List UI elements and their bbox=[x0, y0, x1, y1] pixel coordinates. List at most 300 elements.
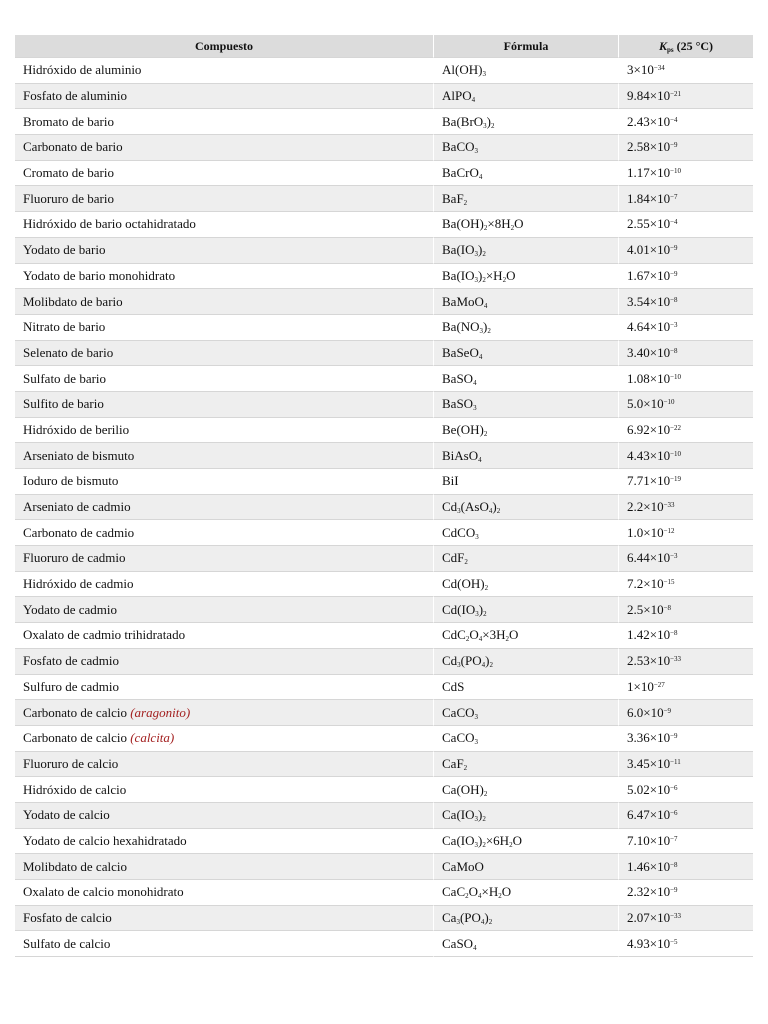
ksp-cell: $6.47\times 10^{-6}$ bbox=[618, 803, 753, 829]
table-row bbox=[15, 469, 753, 495]
table-row bbox=[15, 392, 753, 418]
ksp-cell: $1.0\times 10^{-12}$ bbox=[618, 520, 753, 546]
table-row bbox=[15, 212, 753, 238]
formula-text: CdF bbox=[442, 550, 465, 566]
formula-cell bbox=[433, 418, 618, 444]
formula-text: ) bbox=[485, 653, 490, 669]
header-formula: Fórmula bbox=[433, 35, 618, 58]
formula-subscript: 2 bbox=[463, 763, 468, 772]
ksp-exponent: −27 bbox=[653, 680, 665, 689]
table-row bbox=[15, 84, 753, 110]
ksp-mantissa: 6.44 bbox=[627, 550, 650, 566]
formula-subscript: 4 bbox=[481, 661, 486, 670]
formula-cell bbox=[433, 366, 618, 392]
formula-subscript: 3 bbox=[475, 532, 479, 541]
compound-name: Sulfato de calcio bbox=[23, 935, 111, 951]
ksp-mantissa: 7.10 bbox=[627, 832, 650, 848]
compound-name: Yodato de bario bbox=[23, 242, 106, 258]
formula-text: ) bbox=[478, 601, 484, 617]
formula-subscript: 3 bbox=[483, 121, 487, 130]
compound-cell bbox=[15, 495, 433, 521]
formula-text: CaC bbox=[442, 884, 466, 900]
ksp-cell: $4.43\times 10^{-10}$ bbox=[618, 443, 753, 469]
formula-cell bbox=[433, 161, 618, 187]
formula-text: ) bbox=[478, 267, 483, 283]
table-row bbox=[15, 854, 753, 880]
formula-text: Al(OH) bbox=[442, 62, 483, 78]
compound-cell bbox=[15, 752, 433, 778]
ksp-exponent: −12 bbox=[663, 526, 675, 535]
formula-subscript: 3 bbox=[482, 70, 486, 79]
ksp-exponent: −8 bbox=[663, 603, 672, 612]
ksp-cell: $1.67\times 10^{-9}$ bbox=[618, 264, 753, 290]
formula-subscript: 4 bbox=[478, 352, 483, 361]
formula-subscript: 3 bbox=[474, 815, 478, 824]
ksp-exponent: −9 bbox=[663, 706, 672, 715]
formula-text: ) bbox=[478, 807, 483, 823]
ksp-cell: $2.43\times 10^{-4}$ bbox=[618, 109, 753, 135]
ksp-exponent: −8 bbox=[670, 295, 678, 304]
table-row bbox=[15, 289, 753, 315]
formula-text: ×8H bbox=[487, 216, 511, 232]
compound-name: Hidróxido de calcio bbox=[23, 781, 127, 797]
ksp-exponent: −3 bbox=[670, 321, 678, 330]
formula-cell bbox=[433, 854, 618, 880]
formula-subscript: 4 bbox=[478, 455, 482, 464]
ksp-exponent: −19 bbox=[670, 475, 682, 484]
formula-cell bbox=[433, 777, 618, 803]
table-row bbox=[15, 135, 753, 161]
compound-name: Selenato de bario bbox=[23, 344, 114, 360]
table-row bbox=[15, 443, 753, 469]
formula-subscript: 2 bbox=[489, 661, 493, 670]
ksp-mantissa: 3.36 bbox=[627, 730, 650, 746]
compound-cell bbox=[15, 443, 433, 469]
ksp-exponent: −5 bbox=[670, 937, 678, 946]
ksp-mantissa: 1.42 bbox=[627, 627, 650, 643]
formula-text: CdC bbox=[442, 627, 466, 643]
ksp-cell: $4.01\times 10^{-9}$ bbox=[618, 238, 753, 264]
table-row bbox=[15, 649, 753, 675]
compound-cell bbox=[15, 854, 433, 880]
formula-text: BaSeO bbox=[442, 344, 479, 360]
ksp-exponent: −33 bbox=[663, 501, 675, 510]
ksp-mantissa: 3.54 bbox=[627, 293, 650, 309]
formula-subscript: 2 bbox=[482, 275, 486, 284]
ksp-cell: $7.10\times 10^{-7}$ bbox=[618, 829, 753, 855]
formula-subscript: 2 bbox=[482, 840, 486, 849]
table-row bbox=[15, 931, 753, 957]
table-row bbox=[15, 186, 753, 212]
ksp-exponent: −15 bbox=[663, 578, 675, 587]
ksp-cell: $3.45\times 10^{-11}$ bbox=[618, 752, 753, 778]
formula-text: BiAsO bbox=[442, 447, 479, 463]
table-row bbox=[15, 238, 753, 264]
compound-note: (aragonito) bbox=[130, 704, 191, 720]
formula-text: BiI bbox=[442, 473, 459, 489]
compound-cell bbox=[15, 906, 433, 932]
ksp-cell: $2.55\times 10^{-4}$ bbox=[618, 212, 753, 238]
ksp-mantissa: 6.0 bbox=[627, 704, 644, 720]
ksp-cell: $2.53\times 10^{-33}$ bbox=[618, 649, 753, 675]
formula-subscript: 4 bbox=[478, 173, 483, 182]
formula-cell bbox=[433, 623, 618, 649]
table-row bbox=[15, 777, 753, 803]
ksp-cell: $9.84\times 10^{-21}$ bbox=[618, 84, 753, 110]
formula-cell bbox=[433, 289, 618, 315]
ksp-mantissa: 9.84 bbox=[627, 88, 650, 104]
ksp-mantissa: 1.0 bbox=[627, 524, 644, 540]
ksp-symbol: K bbox=[658, 38, 667, 53]
formula-subscript: 3 bbox=[474, 275, 478, 284]
formula-text: (PO bbox=[460, 653, 482, 669]
table-row bbox=[15, 623, 753, 649]
ksp-mantissa: 1.46 bbox=[627, 858, 650, 874]
compound-name: Fluoruro de cadmio bbox=[23, 550, 126, 566]
formula-text: Ba(OH) bbox=[442, 216, 484, 232]
formula-subscript: 2 bbox=[483, 789, 488, 798]
ksp-mantissa: 1.84 bbox=[627, 190, 650, 206]
formula-text: ) bbox=[492, 499, 497, 515]
table-row bbox=[15, 315, 753, 341]
compound-cell bbox=[15, 161, 433, 187]
formula-cell bbox=[433, 109, 618, 135]
formula-subscript: 4 bbox=[473, 378, 477, 387]
compound-cell bbox=[15, 649, 433, 675]
ksp-cell: $3.40\times 10^{-8}$ bbox=[618, 341, 753, 367]
formula-text: Be(OH) bbox=[442, 421, 484, 437]
ksp-cell: $6.44\times 10^{-3}$ bbox=[618, 546, 753, 572]
ksp-cell: $2.58\times 10^{-9}$ bbox=[618, 135, 753, 161]
ksp-mantissa: 7.71 bbox=[627, 473, 650, 489]
compound-cell bbox=[15, 315, 433, 341]
formula-cell bbox=[433, 315, 618, 341]
formula-cell bbox=[433, 520, 618, 546]
ksp-mantissa: 2.53 bbox=[627, 653, 650, 669]
formula-cell bbox=[433, 84, 618, 110]
ksp-mantissa: 4.93 bbox=[627, 935, 650, 951]
compound-name: Nitrato de bario bbox=[23, 319, 106, 335]
ksp-cell: $4.64\times 10^{-3}$ bbox=[618, 315, 753, 341]
formula-text: Cd bbox=[442, 499, 458, 515]
formula-cell bbox=[433, 212, 618, 238]
ksp-table bbox=[15, 35, 753, 957]
formula-cell bbox=[433, 931, 618, 957]
ksp-mantissa: 4.43 bbox=[627, 447, 650, 463]
formula-cell bbox=[433, 572, 618, 598]
formula-text: BaCO bbox=[442, 139, 475, 155]
compound-name: Sulfito de bario bbox=[23, 396, 104, 412]
formula-cell bbox=[433, 392, 618, 418]
ksp-mantissa: 2.55 bbox=[627, 216, 650, 232]
ksp-mantissa: 1.67 bbox=[627, 267, 650, 283]
ksp-exponent: −8 bbox=[670, 346, 678, 355]
compound-cell bbox=[15, 777, 433, 803]
formula-cell bbox=[433, 546, 618, 572]
ksp-cell: $1\times 10^{-27}$ bbox=[618, 675, 753, 701]
compound-cell bbox=[15, 700, 433, 726]
formula-text: O bbox=[514, 216, 524, 232]
formula-subscript: 4 bbox=[483, 301, 488, 310]
formula-text: O bbox=[508, 627, 519, 643]
ksp-cell: $1.17\times 10^{-10}$ bbox=[618, 161, 753, 187]
formula-text: ) bbox=[478, 832, 483, 848]
ksp-exponent: −8 bbox=[670, 629, 678, 638]
ksp-condition: (25 °C) bbox=[673, 38, 714, 53]
formula-subscript: 3 bbox=[457, 507, 461, 516]
formula-subscript: 2 bbox=[488, 918, 493, 927]
ksp-mantissa: 2.32 bbox=[627, 884, 650, 900]
formula-text: CdCO bbox=[442, 524, 476, 540]
compound-name: Hidróxido de bario octahidratado bbox=[23, 216, 196, 232]
compound-name: Hidróxido de cadmio bbox=[23, 576, 134, 592]
ksp-mantissa: 2.58 bbox=[627, 139, 650, 155]
formula-subscript: 2 bbox=[510, 224, 515, 233]
formula-cell bbox=[433, 752, 618, 778]
formula-subscript: 2 bbox=[484, 584, 489, 593]
formula-text: BaSO bbox=[442, 396, 474, 412]
compound-cell bbox=[15, 84, 433, 110]
table-row bbox=[15, 161, 753, 187]
formula-subscript: 2 bbox=[465, 635, 470, 644]
formula-cell bbox=[433, 186, 618, 212]
table-row bbox=[15, 803, 753, 829]
formula-cell bbox=[433, 135, 618, 161]
ksp-mantissa: 1.17 bbox=[627, 165, 650, 181]
compound-cell bbox=[15, 572, 433, 598]
formula-text: Cd(IO bbox=[442, 601, 476, 617]
compound-name: Carbonato de bario bbox=[23, 139, 123, 155]
formula-cell bbox=[433, 880, 618, 906]
formula-text: ) bbox=[478, 242, 483, 258]
ksp-exponent: −11 bbox=[670, 757, 681, 766]
ksp-exponent: −3 bbox=[670, 552, 678, 561]
compound-cell bbox=[15, 469, 433, 495]
formula-text: CdS bbox=[442, 678, 465, 694]
compound-name: Yodato de calcio bbox=[23, 807, 110, 823]
table-row bbox=[15, 597, 753, 623]
formula-subscript: 2 bbox=[463, 198, 468, 207]
formula-subscript: 2 bbox=[483, 429, 488, 438]
compound-name: Oxalato de calcio monohidrato bbox=[23, 884, 184, 900]
ksp-exponent: −8 bbox=[670, 860, 678, 869]
formula-cell bbox=[433, 906, 618, 932]
formula-text: CaCO bbox=[442, 730, 475, 746]
formula-subscript: 2 bbox=[483, 224, 488, 233]
compound-cell bbox=[15, 109, 433, 135]
formula-text: AlPO bbox=[442, 88, 472, 104]
ksp-mantissa: 1.08 bbox=[627, 370, 650, 386]
formula-cell bbox=[433, 597, 618, 623]
ksp-cell: $1.42\times 10^{-8}$ bbox=[618, 623, 753, 649]
compound-name: Fosfato de aluminio bbox=[23, 88, 127, 104]
ksp-cell: $2.2\times 10^{-33}$ bbox=[618, 495, 753, 521]
formula-subscript: 2 bbox=[482, 250, 486, 259]
ksp-cell: $5.0\times 10^{-10}$ bbox=[618, 392, 753, 418]
ksp-mantissa: 3.40 bbox=[627, 344, 650, 360]
ksp-cell: $2.32\times 10^{-9}$ bbox=[618, 880, 753, 906]
formula-subscript: 3 bbox=[473, 404, 477, 413]
compound-cell bbox=[15, 392, 433, 418]
ksp-exponent: −33 bbox=[670, 655, 682, 664]
ksp-mantissa: 7.2 bbox=[627, 576, 644, 592]
formula-subscript: 4 bbox=[478, 892, 482, 901]
ksp-cell: $6.92\times 10^{-22}$ bbox=[618, 418, 753, 444]
formula-text: O bbox=[501, 884, 512, 900]
compound-name: Fluoruro de bario bbox=[23, 190, 114, 206]
ksp-exponent: −7 bbox=[670, 834, 678, 843]
ksp-exponent: −33 bbox=[670, 912, 682, 921]
compound-cell bbox=[15, 341, 433, 367]
formula-text: ×6H bbox=[485, 832, 510, 848]
formula-subscript: 2 bbox=[502, 275, 507, 284]
compound-name: Arseniato de bismuto bbox=[23, 447, 135, 463]
table-row bbox=[15, 675, 753, 701]
formula-subscript: 3 bbox=[457, 661, 461, 670]
formula-subscript: 4 bbox=[480, 918, 485, 927]
formula-cell bbox=[433, 726, 618, 752]
formula-text: CaSO bbox=[442, 935, 474, 951]
ksp-exponent: −6 bbox=[670, 783, 678, 792]
compound-name: Fluoruro de calcio bbox=[23, 755, 119, 771]
compound-cell bbox=[15, 238, 433, 264]
ksp-exponent: −4 bbox=[670, 218, 678, 227]
ksp-exponent: −10 bbox=[670, 167, 682, 176]
formula-subscript: 2 bbox=[505, 635, 509, 644]
ksp-exponent: −34 bbox=[653, 64, 665, 73]
formula-subscript: 4 bbox=[478, 635, 483, 644]
table-row bbox=[15, 495, 753, 521]
compound-name: Yodato de calcio hexahidratado bbox=[23, 832, 187, 848]
formula-cell bbox=[433, 443, 618, 469]
compound-name: Hidróxido de berilio bbox=[23, 421, 130, 437]
formula-text: O bbox=[512, 832, 522, 848]
formula-text: CaCO bbox=[442, 704, 475, 720]
formula-subscript: 4 bbox=[471, 96, 476, 105]
header-ksp bbox=[618, 35, 753, 58]
formula-text: ×3H bbox=[482, 627, 506, 643]
formula-subscript: 2 bbox=[498, 892, 502, 901]
compound-cell bbox=[15, 418, 433, 444]
table-row bbox=[15, 829, 753, 855]
formula-subscript: 3 bbox=[475, 609, 479, 618]
ksp-mantissa: 2.07 bbox=[627, 910, 650, 926]
compound-cell bbox=[15, 623, 433, 649]
ksp-mantissa: 3 bbox=[627, 62, 634, 78]
formula-subscript: 4 bbox=[473, 943, 477, 952]
table-row bbox=[15, 726, 753, 752]
formula-subscript: 2 bbox=[491, 121, 495, 130]
formula-text: ×H bbox=[481, 884, 499, 900]
table-row bbox=[15, 572, 753, 598]
compound-name: Bromato de bario bbox=[23, 113, 114, 129]
formula-cell bbox=[433, 700, 618, 726]
ksp-exponent: −21 bbox=[670, 90, 682, 99]
table-row bbox=[15, 366, 753, 392]
formula-text: (AsO bbox=[460, 499, 489, 515]
ksp-exponent: −22 bbox=[670, 423, 682, 432]
ksp-cell: $5.02\times 10^{-6}$ bbox=[618, 777, 753, 803]
compound-name: Carbonato de calcio bbox=[23, 730, 131, 746]
compound-name: Fosfato de calcio bbox=[23, 910, 112, 926]
compound-cell bbox=[15, 726, 433, 752]
table-row bbox=[15, 752, 753, 778]
formula-subscript: 3 bbox=[474, 840, 478, 849]
formula-text: O bbox=[506, 267, 516, 283]
compound-note: (calcita) bbox=[130, 730, 175, 746]
formula-text: Ba(IO bbox=[442, 242, 475, 258]
ksp-subscript: ps bbox=[666, 45, 674, 54]
formula-cell bbox=[433, 495, 618, 521]
compound-name: Ioduro de bismuto bbox=[23, 473, 119, 489]
ksp-cell: $3\times 10^{-34}$ bbox=[618, 58, 753, 84]
formula-subscript: 2 bbox=[483, 609, 487, 618]
compound-cell bbox=[15, 931, 433, 957]
ksp-exponent: −9 bbox=[670, 269, 678, 278]
table-row bbox=[15, 546, 753, 572]
formula-subscript: 3 bbox=[474, 738, 478, 747]
table-row bbox=[15, 906, 753, 932]
compound-name: Fosfato de cadmio bbox=[23, 653, 120, 669]
compound-cell bbox=[15, 597, 433, 623]
formula-text: Ca bbox=[442, 910, 457, 926]
ksp-exponent: −10 bbox=[670, 372, 682, 381]
table-row bbox=[15, 520, 753, 546]
formula-text: Ba(BrO bbox=[442, 113, 484, 129]
compound-cell bbox=[15, 803, 433, 829]
formula-subscript: 2 bbox=[496, 507, 501, 516]
compound-name: Carbonato de calcio bbox=[23, 704, 131, 720]
formula-cell bbox=[433, 675, 618, 701]
compound-cell bbox=[15, 829, 433, 855]
compound-name: Molibdato de bario bbox=[23, 293, 123, 309]
formula-subscript: 4 bbox=[488, 507, 493, 516]
compound-cell bbox=[15, 520, 433, 546]
compound-name: Yodato de cadmio bbox=[23, 601, 118, 617]
formula-text: Ca(IO bbox=[442, 832, 475, 848]
compound-cell bbox=[15, 264, 433, 290]
ksp-mantissa: 4.64 bbox=[627, 319, 650, 335]
formula-cell bbox=[433, 341, 618, 367]
formula-cell bbox=[433, 264, 618, 290]
compound-cell bbox=[15, 546, 433, 572]
ksp-cell: $1.08\times 10^{-10}$ bbox=[618, 366, 753, 392]
ksp-exponent: −9 bbox=[670, 732, 678, 741]
formula-subscript: 2 bbox=[482, 815, 486, 824]
ksp-mantissa: 6.47 bbox=[627, 807, 650, 823]
compound-cell bbox=[15, 880, 433, 906]
formula-text: BaMoO bbox=[442, 293, 484, 309]
formula-subscript: 3 bbox=[474, 712, 478, 721]
compound-name: Sulfato de bario bbox=[23, 370, 107, 386]
formula-cell bbox=[433, 58, 618, 84]
ksp-mantissa: 3.45 bbox=[627, 755, 650, 771]
formula-text: ) bbox=[486, 113, 492, 129]
ksp-exponent: −7 bbox=[670, 192, 678, 201]
formula-cell bbox=[433, 649, 618, 675]
compound-cell bbox=[15, 135, 433, 161]
ksp-cell: $4.93\times 10^{-5}$ bbox=[618, 931, 753, 957]
formula-subscript: 3 bbox=[479, 327, 484, 336]
ksp-mantissa: 5.0 bbox=[627, 396, 644, 412]
compound-cell bbox=[15, 675, 433, 701]
ksp-mantissa: 1 bbox=[627, 678, 634, 694]
formula-text: CaF bbox=[442, 755, 464, 771]
formula-subscript: 3 bbox=[456, 918, 460, 927]
ksp-exponent: −9 bbox=[670, 244, 678, 253]
header-row bbox=[15, 35, 753, 58]
table-row bbox=[15, 341, 753, 367]
